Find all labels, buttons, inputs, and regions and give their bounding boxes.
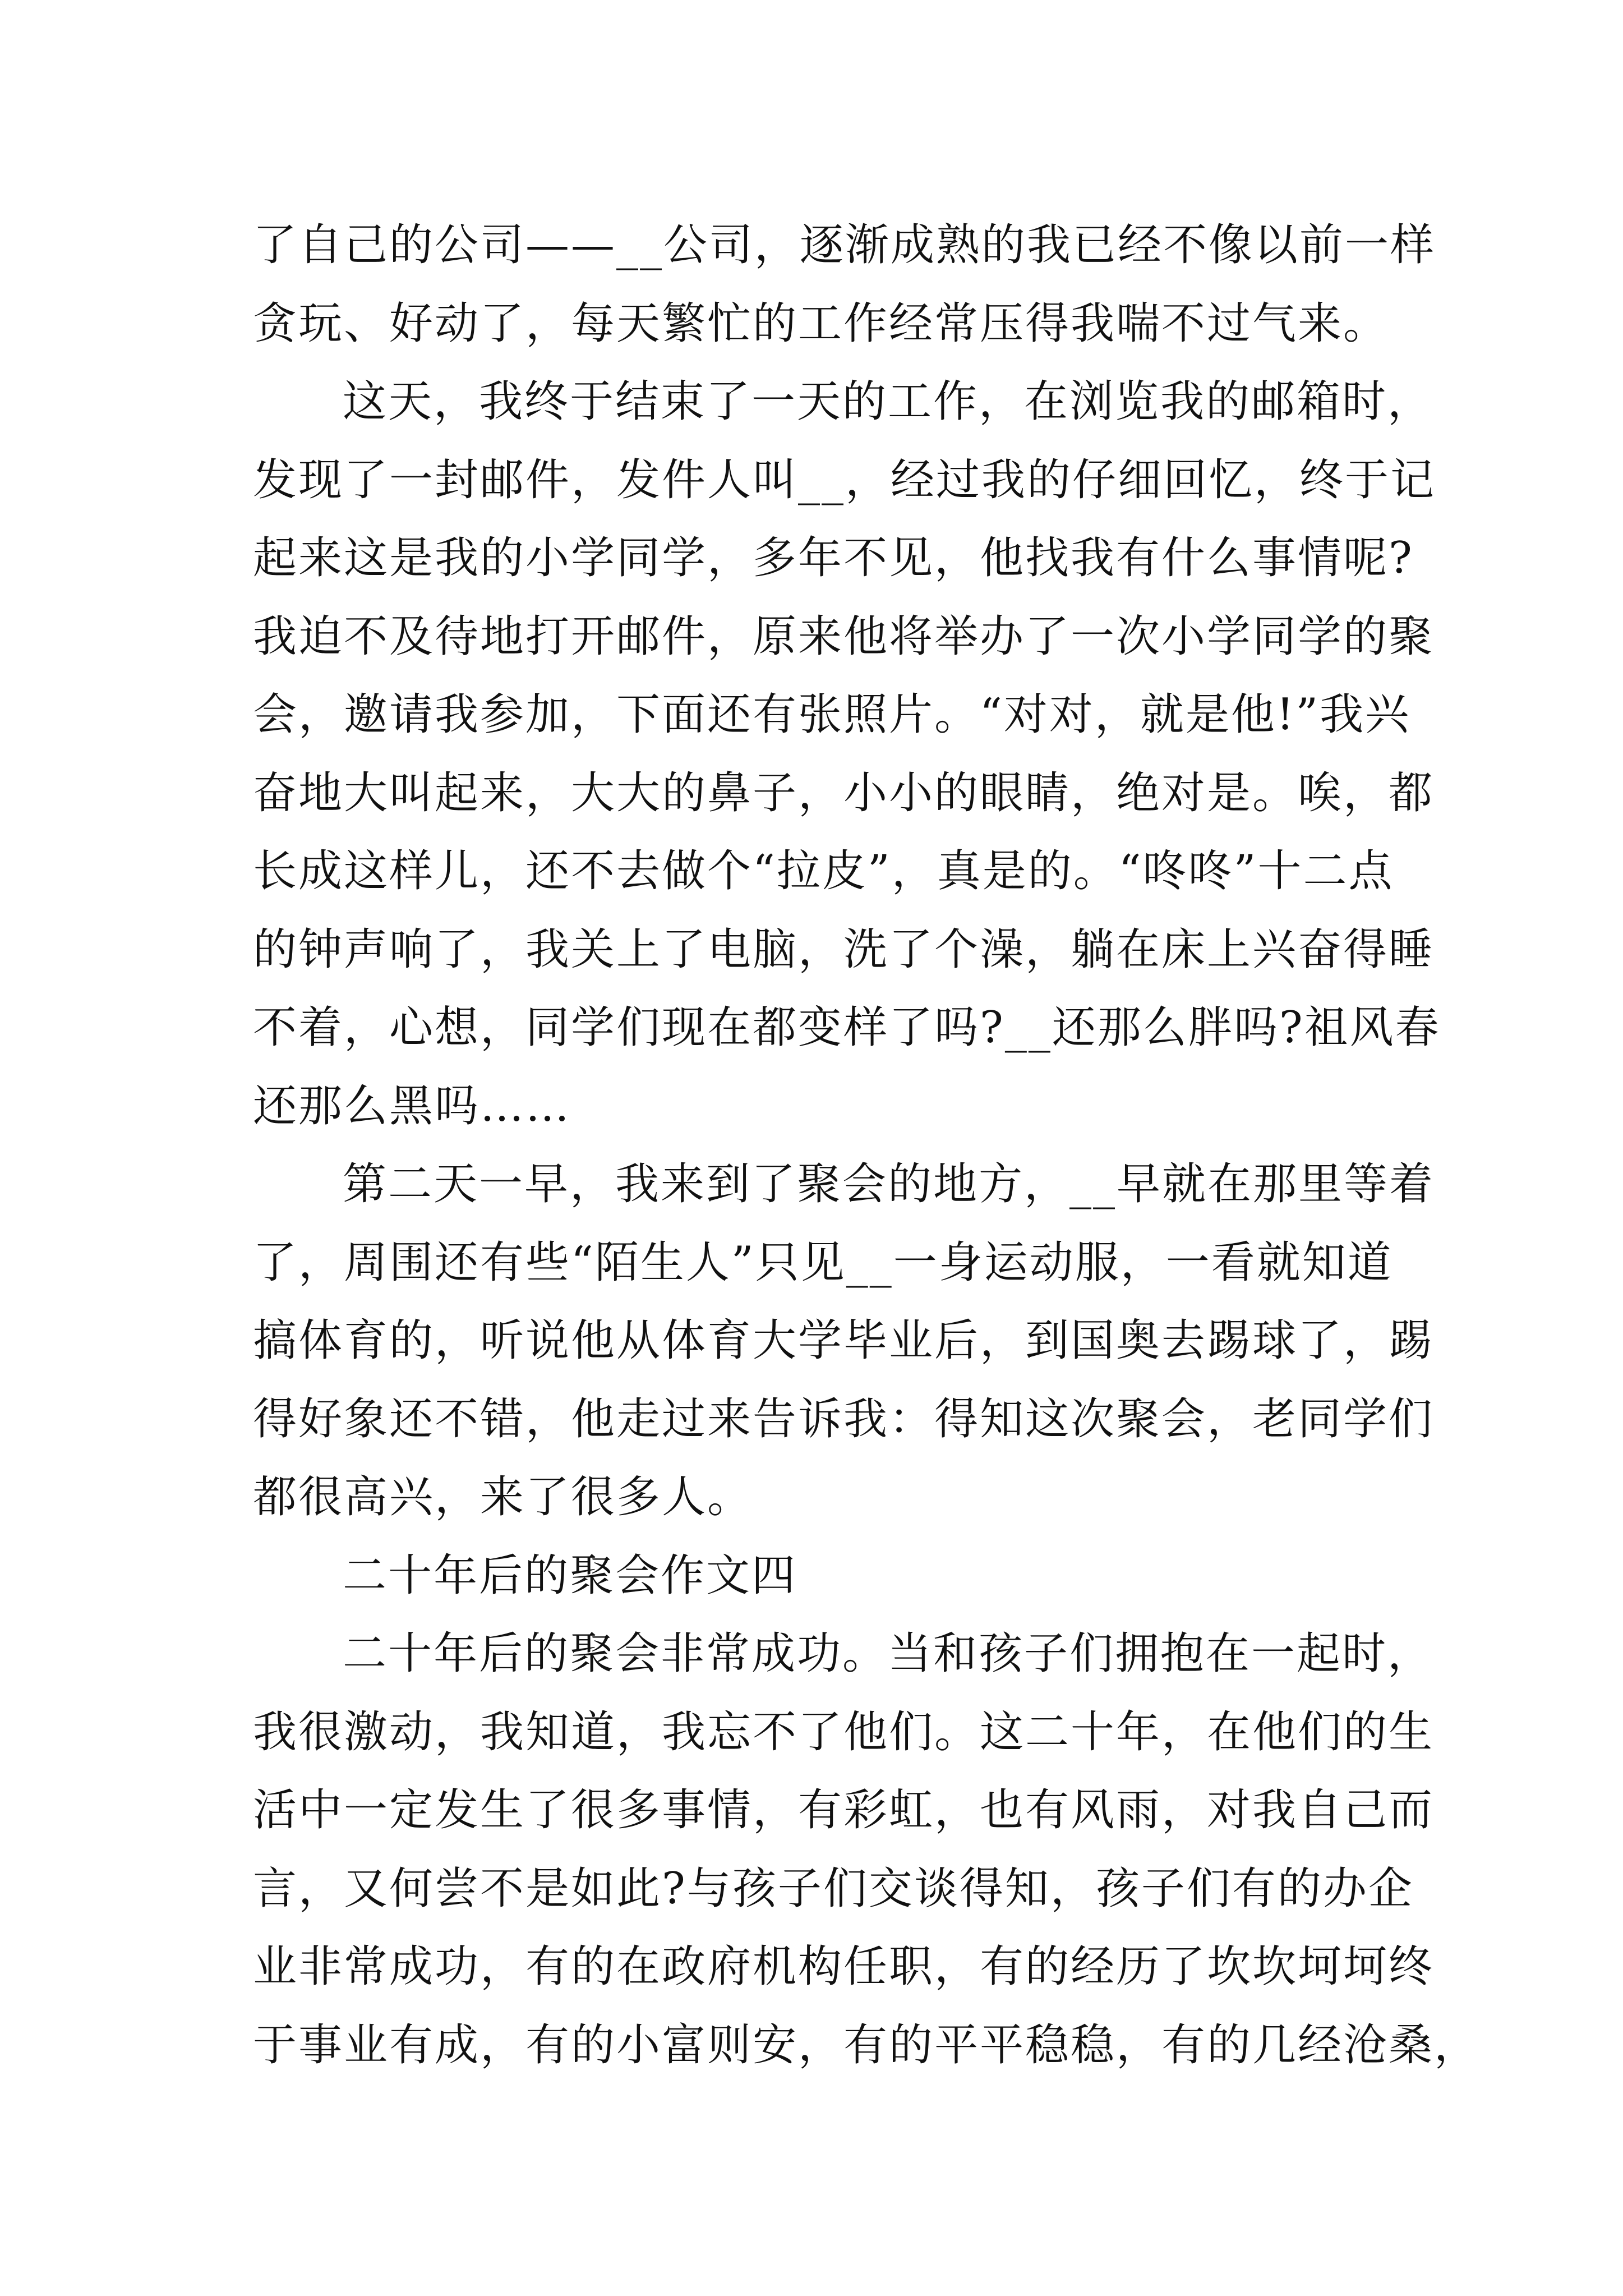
text-line: 于事业有成，有的小富则安，有的平平稳稳，有的几经沧桑，	[253, 2019, 1480, 2070]
text-line: 我迫不及待地打开邮件，原来他将举办了一次小学同学的聚	[253, 611, 1435, 662]
text-line: 不着，心想，同学们现在都变样了吗?__还那么胖吗?祖风春	[253, 1002, 1441, 1053]
text-line: 业非常成功，有的在政府机构任职，有的经历了坎坎坷坷终	[253, 1941, 1435, 1992]
text-line: 长成这样儿，还不去做个“拉皮”，真是的。“咚咚”十二点	[253, 846, 1394, 896]
section-heading: 二十年后的聚会作文四	[343, 1550, 797, 1601]
text-line: 活中一定发生了很多事情，有彩虹，也有风雨，对我自己而	[253, 1785, 1435, 1835]
paragraph-start-line: 这天，我终于结束了一天的工作，在浏览我的邮箱时，	[343, 376, 1433, 427]
text-line: 得好象还不错，他走过来告诉我：得知这次聚会，老同学们	[253, 1393, 1435, 1444]
text-line: 还那么黑吗……	[253, 1080, 571, 1131]
text-line: 我很激动，我知道，我忘不了他们。这二十年，在他们的生	[253, 1706, 1435, 1757]
text-line: 都很高兴，来了很多人。	[253, 1472, 753, 1522]
paragraph-start-line: 第二天一早，我来到了聚会的地方，__早就在那里等着	[343, 1159, 1435, 1209]
text-line: 会，邀请我参加，下面还有张照片。“对对，就是他!”我兴	[253, 689, 1411, 740]
body-text	[253, 206, 1480, 2085]
text-line: 言，又何尝不是如此?与孩子们交谈得知，孩子们有的办企	[253, 1863, 1414, 1914]
text-line: 了自己的公司——__公司，逐渐成熟的我已经不像以前一样	[253, 220, 1436, 270]
text-line: 奋地大叫起来，大大的鼻子，小小的眼睛，绝对是。唉，都	[253, 767, 1435, 818]
text-line: 发现了一封邮件，发件人叫__，经过我的仔细回忆，终于记	[253, 454, 1436, 505]
text-line: 起来这是我的小学同学，多年不见，他找我有什么事情呢?	[253, 533, 1414, 583]
text-line: 了，周围还有些“陌生人”只见__一身运动服，一看就知道	[253, 1237, 1393, 1288]
text-line: 搞体育的，听说他从体育大学毕业后，到国奥去踢球了，踢	[253, 1315, 1435, 1366]
text-line: 的钟声响了，我关上了电脑，洗了个澡，躺在床上兴奋得睡	[253, 924, 1435, 975]
text-line: 贪玩、好动了，每天繁忙的工作经常压得我喘不过气来。	[253, 298, 1389, 349]
paragraph-start-line: 二十年后的聚会非常成功。当和孩子们拥抱在一起时，	[343, 1628, 1433, 1679]
